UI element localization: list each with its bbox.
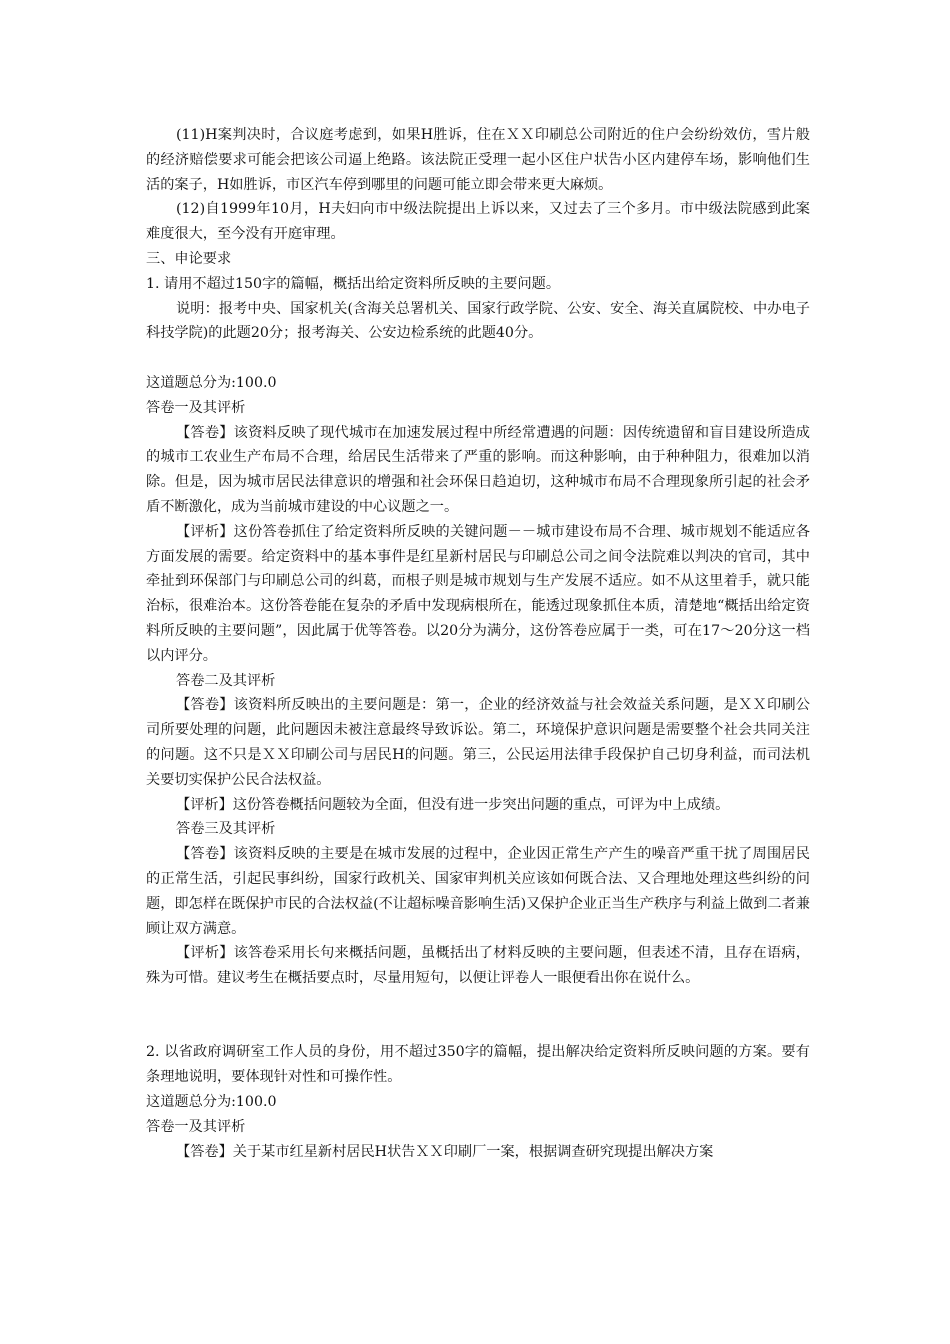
paragraph: 答卷一及其评析 <box>146 1118 246 1135</box>
paragraph: 1. 请用不超过150字的篇幅，概括出给定资料所反映的主要问题。 <box>146 275 561 292</box>
paragraph: 【答卷】该资料反映了现代城市在加速发展过程中所经常遭遇的问题：因传统遗留和盲目建设所造成的城市工农业生产布局不合理，给居民生活带来了严重的影响。而这种影响，由于种种阻力，很难加以消除。但是，因为城市居民法律意识的增强和社会环保日趋迫切，这种城市布局不合理现象所引起的社会矛盾不断激化，成为当前城市建设的中心议题之一。 <box>146 424 810 515</box>
paragraph: (12)自1999年10月，H夫妇向市中级法院提出上诉以来，又过去了三个多月。市中级法院感到此案难度很大，至今没有开庭审理。 <box>146 201 810 243</box>
paragraph: 答卷一及其评析 <box>146 399 246 416</box>
paragraph: 三、申论要求 <box>146 250 232 267</box>
paragraph: 【答卷】关于某市红星新村居民H状告ＸＸ印刷厂一案，根据调查研究现提出解决方案 <box>176 1143 714 1160</box>
paragraph: 【评析】这份答卷抓住了给定资料所反映的关键问题－－城市建设布局不合理、城市规划不能适应各方面发展的需要。给定资料中的基本事件是红星新村居民与印刷总公司之间令法院难以判决的官司，其中牵扯到环保部门与印刷总公司的纠葛，而根子则是城市规划与生产发展不适应。如不从这里着手，就只能治标，很难治本。这份答卷能在复杂的矛盾中发现病根所在，能透过现象抓住本质，清楚地“概括出给定资料所反映的主要问题”，因此属于优等答卷。以20分为满分，这份答卷应属于一类，可在17～20分这一档以内评分。 <box>146 523 810 664</box>
paragraph: 【答卷】该资料所反映出的主要问题是：第一，企业的经济效益与社会效益关系问题，是ＸＸ印刷公司所要处理的问题，此问题因未被注意最终导致诉讼。第二，环境保护意识问题是需要整个社会共同关注的问题。这不只是ＸＸ印刷公司与居民H的问题。第三，公民运用法律手段保护自己切身利益，而司法机关要切实保护公民合法权益。 <box>146 697 810 788</box>
paragraph: 这道题总分为:100.0 <box>146 374 277 391</box>
blank-line <box>146 346 810 371</box>
paragraph: 说明：报考中央、国家机关(含海关总署机关、国家行政学院、公安、安全、海关直属院校、中办电子科技学院)的此题20分；报考海关、公安边检系统的此题40分。 <box>146 300 810 342</box>
paragraph: 【答卷】该资料反映的主要是在城市发展的过程中，企业因正常生产产生的噪音严重干扰了周围居民的正常生活，引起民事纠纷，国家行政机关、国家审判机关应该如何既合法、又合理地处理这些纠纷的问题，即怎样在既保护市民的合法权益(不让超标噪音影响生活)又保护企业正当生产秩序与利益上做到二者兼顾让双方满意。 <box>146 846 810 937</box>
paragraph: 答卷三及其评析 <box>176 821 276 838</box>
paragraph: 这道题总分为:100.0 <box>146 1094 277 1111</box>
paragraph: (11)H案判决时，合议庭考虑到，如果H胜诉，住在ＸＸ印刷总公司附近的住户会纷纷效仿，雪片般的经济赔偿要求可能会把该公司逼上绝路。该法院正受理一起小区住户状告小区内建停车场，影响他们生活的案子，H如胜诉，市区汽车停到哪里的问题可能立即会带来更大麻烦。 <box>146 127 810 193</box>
document-body <box>146 123 810 1164</box>
paragraph: 2. 以省政府调研室工作人员的身份，用不超过350字的篇幅，提出解决给定资料所反映问题的方案。要有条理地说明，要体现针对性和可操作性。 <box>146 1044 810 1086</box>
paragraph: 【评析】该答卷采用长句来概括问题，虽概括出了材料反映的主要问题，但表述不清，且存在语病，殊为可惜。建议考生在概括要点时，尽量用短句，以便让评卷人一眼便看出你在说什么。 <box>146 945 810 987</box>
paragraph: 【评析】这份答卷概括问题较为全面，但没有进一步突出问题的重点，可评为中上成绩。 <box>176 796 730 813</box>
blank-line <box>146 991 810 1041</box>
paragraph: 答卷二及其评析 <box>176 672 276 689</box>
